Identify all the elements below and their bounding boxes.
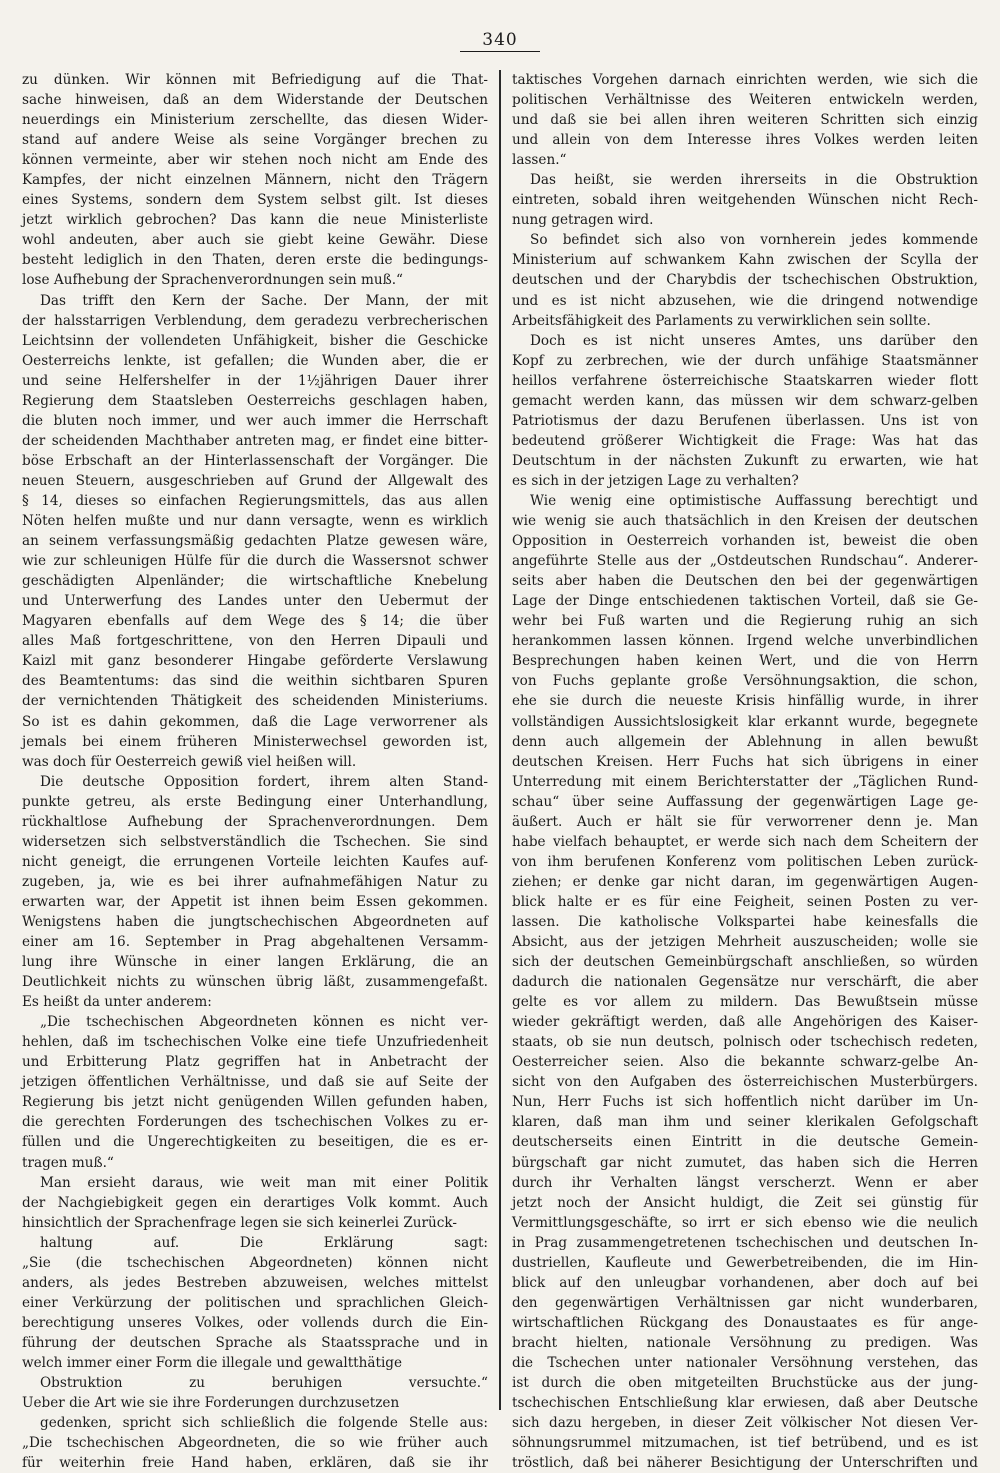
text-line: des Beamtentums: das sind die weithin sichtbaren Spuren (22, 673, 488, 690)
text-line: seits aber haben die Deutschen den bei der gegenwärtigen (512, 573, 978, 590)
text-line: besteht lediglich in den Thaten, deren erste die bedingungs- (22, 252, 488, 269)
text-line: Das trifft den Kern der Sache. Der Mann, der mit (40, 292, 488, 309)
text-line: geschädigten Alpenländer; die wirtschaftliche Knebelung (22, 573, 488, 590)
text-line: gelte es vor allem zu mildern. Das Bewußtsein müsse (512, 994, 978, 1011)
text-line: zugeben, ja, wie es bei ihrer aufnahmefähigen Natur zu (22, 873, 488, 890)
text-line: hehlen, daß im tschechischen Volke eine tiefe Unzufriedenheit (22, 1034, 488, 1051)
text-line: von ihm berufenen Konferenz vom politischen Leben zurück- (512, 853, 978, 870)
text-line: ist durch die oben mitgeteilten Bruchstücke aus der jung- (512, 1375, 978, 1392)
text-line: wehr bei Fuß warten und die Regierung ruhig an sich (512, 613, 978, 630)
text-line: Leichtsinn der vollendeten Unfähigkeit, bisher die Geschicke (22, 332, 488, 349)
text-line: zu dünken. Wir können mit Befriedigung auf die That- (22, 72, 488, 88)
text-line: staats, ob sie nun deutsch, polnisch oder tschechisch redeten, (512, 1034, 978, 1051)
text-line: deutscherseits einen Eintritt in die deutsche Gemein- (512, 1134, 978, 1151)
text-line: neuerdings ein Ministerium zerschellte, das diesen Wider- (22, 112, 488, 129)
text-line: angeführte Stelle aus der „Ostdeutschen Rundschau“. Anderer- (512, 553, 978, 570)
text-line: hinsichtlich der Sprachenfrage legen sie sich keinerlei Zurück- (22, 1214, 458, 1231)
text-line: Doch es ist nicht unseres Amtes, uns darüber den (530, 332, 978, 349)
text-line: „Sie (die tschechischen Abgeordneten) können nicht (22, 1254, 488, 1271)
text-line: und Unterwerfung des Landes unter den Uebermut der (22, 593, 488, 610)
text-line: bürgschaft gar nicht zumutet, das haben sich die Herren (512, 1154, 978, 1171)
text-line: So ist es dahin gekommen, daß die Lage verworrener als (22, 713, 488, 730)
text-line: sicht von den Aufgaben des österreichischen Musterbürgers. (512, 1074, 978, 1091)
text-line: welch immer einer Form die illegale und gewaltthätige (22, 1355, 403, 1371)
text-line: Nun, Herr Fuchs ist sich hoffentlich nicht darüber im Un- (512, 1094, 978, 1111)
text-line: einer am 16. September in Prag abgehaltenen Versamm- (22, 934, 488, 951)
text-line: Kampfes, der nicht einzelnen Männern, nicht den Trägern (22, 172, 488, 189)
text-line: jetzt noch der Ansicht huldigt, die Zeit sei günstig für (512, 1194, 978, 1211)
text-line: den gegenwärtigen Verhältnissen gar nicht wunderbaren, (512, 1294, 978, 1311)
text-line: rückhaltlose Aufhebung der Sprachenverordnungen. Dem (22, 813, 488, 830)
text-line: von Fuchs geplante große Versöhnungsaktion, die schon, (512, 673, 978, 690)
text-line: Regierung dem Staatsleben Oesterreichs geschlagen haben, (22, 392, 488, 409)
text-line: eintreten, sobald ihren weitgehenden Wünschen nicht Rech- (512, 192, 978, 209)
text-line: Das heißt, sie werden ihrerseits in die Obstruktion (530, 172, 978, 189)
text-line: wirtschaftlichen Rückgang des Donaustaates es für ange- (512, 1314, 978, 1331)
text-line: in Prag zusammengetretenen tschechischen und deutschen In- (512, 1234, 978, 1251)
text-line: berechtigung unseres Volkes, oder vollends durch die Ein- (22, 1314, 488, 1331)
text-line: lung ihre Wünsche in einer langen Erklärung, die an (22, 954, 488, 971)
text-line: So befindet sich also von vornherein jedes kommende (530, 232, 978, 249)
text-line: Arbeitsfähigkeit des Parlaments zu verwirklichen sein sollte. (512, 312, 931, 329)
text-line: ziehen; er denke gar nicht daran, im gegenwärtigen Augen- (512, 873, 978, 890)
text-line: wie zur schleunigen Hülfe für die durch die Wassersnot schwer (22, 553, 488, 570)
text-line: böse Erbschaft an der Hinterlassenschaft der Vorgänger. Die (22, 452, 488, 469)
text-line: führung der deutschen Sprache als Staatssprache und in (22, 1334, 488, 1351)
text-line: § 14, dieses so einfachen Regierungsmittels, das aus allen (22, 492, 488, 509)
text-line: wieder gekräftigt werden, daß alle Angehörigen des Kaiser- (512, 1014, 978, 1031)
text-line: tragen muß.“ (22, 1154, 114, 1171)
text-line: dadurch die nationalen Gegensätze nur verschärft, die aber (512, 974, 978, 991)
text-line: haltung auf. Die Erklärung sagt: (40, 1234, 488, 1251)
text-line: sache hinweisen, daß an dem Widerstande der Deutschen (22, 92, 488, 109)
text-line: es sich in der jetzigen Lage zu verhalten? (512, 472, 799, 489)
text-line: Absicht, aus der jetzigen Mehrheit auszuscheiden; wolle sie (512, 934, 978, 951)
text-line: der Nachgiebigkeit gegen ein derartiges Volk kommt. Auch (22, 1194, 488, 1211)
article-body (22, 70, 978, 1472)
text-line: herankommen lassen können. Irgend welche unverbindlichen (512, 633, 978, 650)
text-line: Wie wenig eine optimistische Auffassung berechtigt und (530, 492, 978, 509)
text-line: gedenken, spricht sich schließlich die folgende Stelle aus: (40, 1415, 488, 1432)
text-line: Oesterreichs lenkte, ist gefallen; die Wunden aber, die er (22, 352, 488, 369)
text-line: und seine Helfershelfer in der 1½jährigen Dauer ihrer (22, 372, 488, 389)
text-line: deutschen Kreisen. Herr Fuchs hat sich übrigens in einer (512, 753, 978, 770)
text-line: jemals bei einem früheren Ministerwechsel geworden ist, (22, 733, 488, 750)
text-line: taktisches Vorgehen darnach einrichten werden, wie sich die (512, 72, 978, 88)
text-line: für weiterhin freie Hand haben, erklären, daß sie ihr (22, 1455, 488, 1472)
text-line: erwarten war, der Appetit ist ihnen beim Essen gekommen. (22, 893, 488, 910)
text-line: Obstruktion zu beruhigen versuchte.“ (40, 1375, 488, 1392)
text-line: Opposition in Oesterreich vorhanden ist, beweist die oben (512, 533, 978, 550)
text-line: äußert. Auch er hält sie für verworrener denn je. Man (512, 813, 978, 830)
left-column (22, 70, 488, 1472)
text-line: wohl andeuten, aber auch sie giebt keine Gewähr. Diese (22, 232, 488, 249)
text-line: der halsstarrigen Verblendung, dem geradezu verbrecherischen (22, 312, 488, 329)
text-line: habe vielfach behauptet, er werde sich nach dem Scheitern der (512, 833, 978, 850)
text-line: deutschen und der Charybdis der tschechischen Obstruktion, (512, 272, 978, 289)
text-line: die gerechten Forderungen des tschechischen Volkes zu er- (22, 1114, 488, 1131)
text-line: und daß sie bei allen ihren weiteren Schritten sich einzig (512, 112, 978, 129)
text-line: durch ihr Verhalten längst verscherzt. Wenn er aber (512, 1174, 978, 1191)
text-line: punkte getreu, als erste Bedingung einer Unterhandlung, (22, 793, 488, 810)
text-line: Nöten helfen mußte und nur dann versagte, wenn es wirklich (22, 513, 488, 530)
text-line: lassen. Die katholische Volkspartei habe keinesfalls die (512, 913, 978, 930)
text-line: Regierung bis jetzt nicht genügenden Willen gefunden haben, (22, 1094, 488, 1111)
text-line: neuen Steuern, ausgeschrieben auf Grund der Allgewalt des (22, 472, 488, 489)
text-line: Deutschtum in der nächsten Zukunft zu erwarten, wie hat (512, 452, 978, 469)
text-line: Patriotismus der dazu Berufenen überlassen. Uns ist von (512, 412, 978, 429)
text-line: politischen Verhältnisse des Weiteren entwickeln werden, (512, 92, 978, 109)
text-line: und Erbitterung Platz gegriffen hat in Anbetracht der (22, 1054, 488, 1071)
text-line: an seinem verfassungsmäßig gedachten Platze gewesen wäre, (22, 533, 488, 550)
text-line: Magyaren ebenfalls auf dem Wege des § 14; die über (22, 613, 488, 630)
text-line: „Die tschechischen Abgeordneten, die so wie früher auch (22, 1435, 488, 1452)
text-line: nicht geneigt, die errungenen Vorteile leichten Kaufes auf- (22, 853, 488, 870)
text-line: blick auf den unleugbar vorhandenen, aber doch auf bei (512, 1274, 978, 1291)
text-line: blick halte er es für eine Feigheit, seinen Posten zu ver- (512, 893, 978, 910)
text-line: Unterredung mit einem Berichterstatter der „Täglichen Rund- (512, 773, 978, 790)
text-line: Ministerium auf schwankem Kahn zwischen der Scylla der (512, 252, 978, 269)
text-line: klaren, daß man ihm und seiner klerikalen Gefolgschaft (512, 1114, 978, 1131)
text-line: die bluten noch immer, und wer auch immer die Herrschaft (22, 412, 488, 429)
text-line: gemacht werden kann, das müssen wir dem schwarz-gelben (512, 392, 978, 409)
right-column (512, 70, 978, 1472)
text-line: lassen.“ (512, 152, 567, 169)
text-line: widersetzen sich selbstverständlich die Tschechen. Sie sind (22, 833, 488, 850)
text-line: was doch für Oesterreich gewiß viel heißen will. (22, 753, 357, 770)
text-line: Lage der Dinge entschiedenen taktischen Vorteil, daß sie Ge- (512, 593, 978, 610)
text-line: ehe sie durch die neueste Krisis hinfällig wurde, in ihrer (512, 693, 978, 710)
text-line: eines Systems, sondern dem System selbst gilt. Ist dieses (22, 192, 488, 209)
column-divider (499, 70, 501, 1410)
text-line: sich der deutschen Gemeinbürgschaft anschließen, so würden (512, 954, 978, 971)
text-line: bracht hielten, nationale Versöhnung zu predigen. Was (512, 1334, 978, 1351)
text-line: denn auch allgemein der Ablehnung in allen bewußt (512, 733, 978, 750)
text-line: söhnungsrummel mitzumachen, ist tief betrübend, und es ist (512, 1435, 978, 1452)
text-line: stand auf andere Weise als seine Vorgänger brechen zu (22, 132, 488, 149)
text-line: Die deutsche Opposition fordert, ihrem alten Stand- (40, 773, 488, 790)
text-line: und es ist nicht abzusehen, wie die dringend notwendige (512, 292, 978, 309)
text-line: Oesterreicher seien. Also die bekannte schwarz-gelbe An- (512, 1054, 978, 1071)
text-line: Es heißt da unter anderem: (22, 994, 212, 1011)
text-line: tschechischen Entschließung klar erwiesen, daß aber Deutsche (512, 1395, 978, 1412)
text-line: füllen und die Ungerechtigkeiten zu beseitigen, die es er- (22, 1134, 488, 1151)
text-line: tröstlich, daß bei näherer Besichtigung der Unterschriften und (512, 1455, 978, 1472)
text-line: die Tschechen unter nationaler Versöhnung verstehen, das (512, 1355, 978, 1371)
text-line: vollständigen Aussichtslosigkeit klar erkannt wurde, begegnete (512, 713, 978, 730)
text-line: Ueber die Art wie sie ihre Forderungen durchzusetzen (22, 1395, 400, 1412)
text-line: Wenigstens haben die jungtschechischen Abgeordneten auf (22, 913, 488, 930)
text-line: Kaizl mit ganz besonderer Hingabe geförderte Verslawung (22, 653, 488, 670)
text-line: anders, als jedes Bestreben abzuweisen, welches mittelst (22, 1274, 488, 1291)
text-line: Kopf zu zerbrechen, wie der durch unfähige Staatsmänner (512, 352, 978, 369)
text-line: und allein von dem Interesse ihres Volkes werden leiten (512, 132, 978, 149)
text-line: sich dazu hergeben, in dieser Zeit völkischer Not diesen Ver- (512, 1415, 978, 1432)
text-line: Man ersieht daraus, wie weit man mit einer Politik (40, 1174, 488, 1191)
text-line: schau“ über seine Auffassung der gegenwärtigen Lage ge- (512, 793, 978, 810)
text-line: Deutlichkeit nichts zu wünschen übrig läßt, zusammengefaßt. (22, 974, 488, 991)
text-line: nung getragen wird. (512, 212, 654, 229)
text-line: Vermittlungsgeschäfte, so irrt er sich ebenso wie die neulich (512, 1214, 978, 1231)
page-number: 340 (0, 30, 1000, 50)
text-line: jetzigen öffentlichen Verhältnisse, und daß sie auf Seite der (22, 1074, 488, 1091)
text-line: bedeutend größerer Wichtigkeit die Frage: Was hat das (512, 432, 978, 449)
text-line: heillos verfahrene österreichische Staatskarren wieder flott (512, 372, 978, 389)
text-line: der vernichtenden Thätigkeit des scheidenden Ministeriums. (22, 693, 488, 710)
text-line: einer Verkürzung der politischen und sprachlichen Gleich- (22, 1294, 488, 1311)
text-line: dustriellen, Kaufleute und Gewerbetreibenden, die im Hin- (512, 1254, 978, 1271)
text-line: lose Aufhebung der Sprachenverordnungen sein muß.“ (22, 272, 403, 289)
text-line: „Die tschechischen Abgeordneten können es nicht ver- (40, 1014, 488, 1031)
text-line: können vermeinte, aber wir stehen noch nicht am Ende des (22, 152, 488, 169)
text-line: der scheidenden Machthaber antreten mag, er findet eine bitter- (22, 432, 488, 449)
text-line: wie wenig sie auch thatsächlich in den Kreisen der deutschen (512, 513, 978, 530)
text-line: Besprechungen haben keinen Wert, und die von Herrn (512, 653, 978, 670)
text-line: alles Maß fortgeschrittene, von den Herren Dipauli und (22, 633, 488, 650)
text-line: jetzt wirklich gebrochen? Das kann die neue Ministerliste (22, 212, 488, 229)
